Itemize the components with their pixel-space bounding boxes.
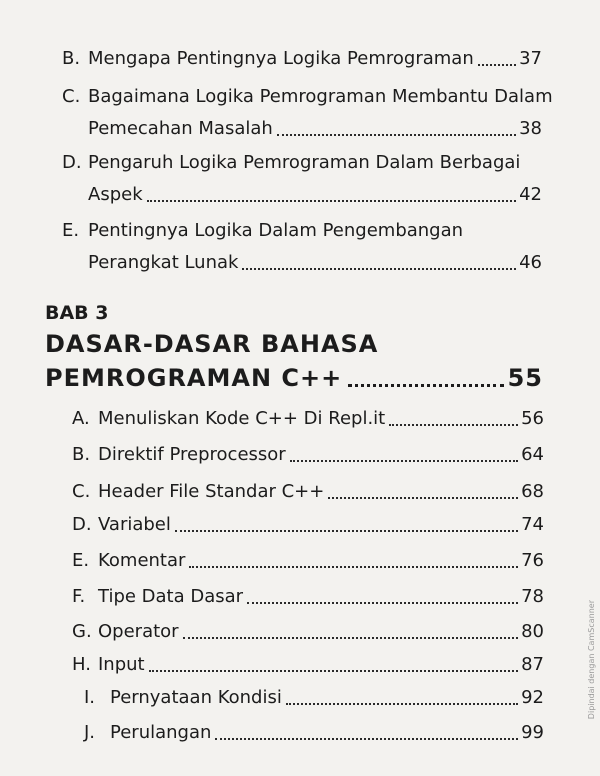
leader-dots <box>147 199 516 202</box>
chapter-label: BAB 3 <box>45 302 109 324</box>
leader-dots <box>215 737 518 740</box>
leader-dots <box>478 63 516 66</box>
entry-letter: H. <box>72 654 91 675</box>
leader-dots <box>277 133 516 136</box>
entry-letter: I. <box>84 687 96 708</box>
entry-title-line1: Pentingnya Logika Dalam Pengembangan <box>88 220 464 241</box>
entry-title: Perulangan <box>110 722 212 743</box>
entry-page: 42 <box>519 184 542 205</box>
toc-entry <box>84 687 544 709</box>
entry-page: 78 <box>521 586 544 607</box>
toc-entry <box>84 722 544 744</box>
entry-title: Pernyataan Kondisi <box>110 687 282 708</box>
entry-letter: A. <box>72 408 90 429</box>
toc-entry <box>62 220 542 274</box>
leader-dots <box>247 601 518 604</box>
leader-dots <box>286 702 518 705</box>
toc-entry <box>72 654 544 676</box>
toc-entry <box>72 621 544 643</box>
entry-title: Variabel <box>98 514 171 535</box>
entry-page: 46 <box>519 252 542 273</box>
entry-page: 38 <box>519 118 542 139</box>
entry-letter: D. <box>72 514 92 535</box>
entry-letter: E. <box>62 220 80 241</box>
toc-entry <box>72 444 544 466</box>
entry-letter: F. <box>72 586 86 607</box>
entry-title-line1: Pengaruh Logika Pemrograman Dalam Berbagai <box>88 152 521 173</box>
toc-entry <box>72 514 544 536</box>
chapter-title-row <box>45 364 543 392</box>
entry-letter: B. <box>72 444 91 465</box>
entry-page: 56 <box>521 408 544 429</box>
entry-letter: D. <box>62 152 82 173</box>
toc-entry <box>62 152 542 206</box>
entry-letter: B. <box>62 48 81 69</box>
toc-entry <box>62 86 553 140</box>
leader-dots <box>348 383 503 387</box>
toc-entry <box>72 408 544 430</box>
entry-title: Input <box>98 654 145 675</box>
entry-letter: J. <box>84 722 96 743</box>
entry-page: 64 <box>521 444 544 465</box>
chapter-title-line1: DASAR-DASAR BAHASA <box>45 330 379 358</box>
entry-page: 99 <box>521 722 544 743</box>
entry-title: Perangkat Lunak <box>88 252 239 273</box>
entry-page: 68 <box>521 481 544 502</box>
leader-dots <box>290 459 518 462</box>
leader-dots <box>183 636 519 639</box>
entry-page: 74 <box>521 514 544 535</box>
entry-page: 80 <box>521 621 544 642</box>
chapter-page: 55 <box>507 364 543 392</box>
entry-title: Menuliskan Kode C++ Di Repl.it <box>98 408 386 429</box>
entry-title: Aspek <box>88 184 143 205</box>
entry-letter: C. <box>62 86 81 107</box>
entry-title: Operator <box>98 621 179 642</box>
leader-dots <box>328 496 518 499</box>
leader-dots <box>389 423 518 426</box>
entry-title: Direktif Preprocessor <box>98 444 286 465</box>
entry-title: Pemecahan Masalah <box>88 118 273 139</box>
entry-page: 37 <box>519 48 542 69</box>
entry-title: Tipe Data Dasar <box>98 586 244 607</box>
entry-page: 92 <box>521 687 544 708</box>
entry-letter: C. <box>72 481 91 502</box>
toc-entry <box>72 586 544 608</box>
leader-dots <box>149 669 518 672</box>
entry-letter: E. <box>72 550 90 571</box>
toc-entry <box>62 48 542 70</box>
entry-page: 76 <box>521 550 544 571</box>
entry-title: Header File Standar C++ <box>98 481 325 502</box>
toc-entry <box>72 550 544 572</box>
chapter-title-line2: PEMROGRAMAN C++ <box>45 364 343 392</box>
leader-dots <box>175 529 518 532</box>
entry-title-line1: Bagaimana Logika Pemrograman Membantu Dalam <box>88 86 553 107</box>
entry-letter: G. <box>72 621 92 642</box>
entry-page: 87 <box>521 654 544 675</box>
entry-title: Komentar <box>98 550 186 571</box>
toc-entry <box>72 481 544 503</box>
entry-title: Mengapa Pentingnya Logika Pemrograman <box>88 48 474 69</box>
leader-dots <box>189 565 518 568</box>
leader-dots <box>242 267 516 270</box>
scan-watermark: Dipindai dengan CamScanner <box>587 600 596 720</box>
